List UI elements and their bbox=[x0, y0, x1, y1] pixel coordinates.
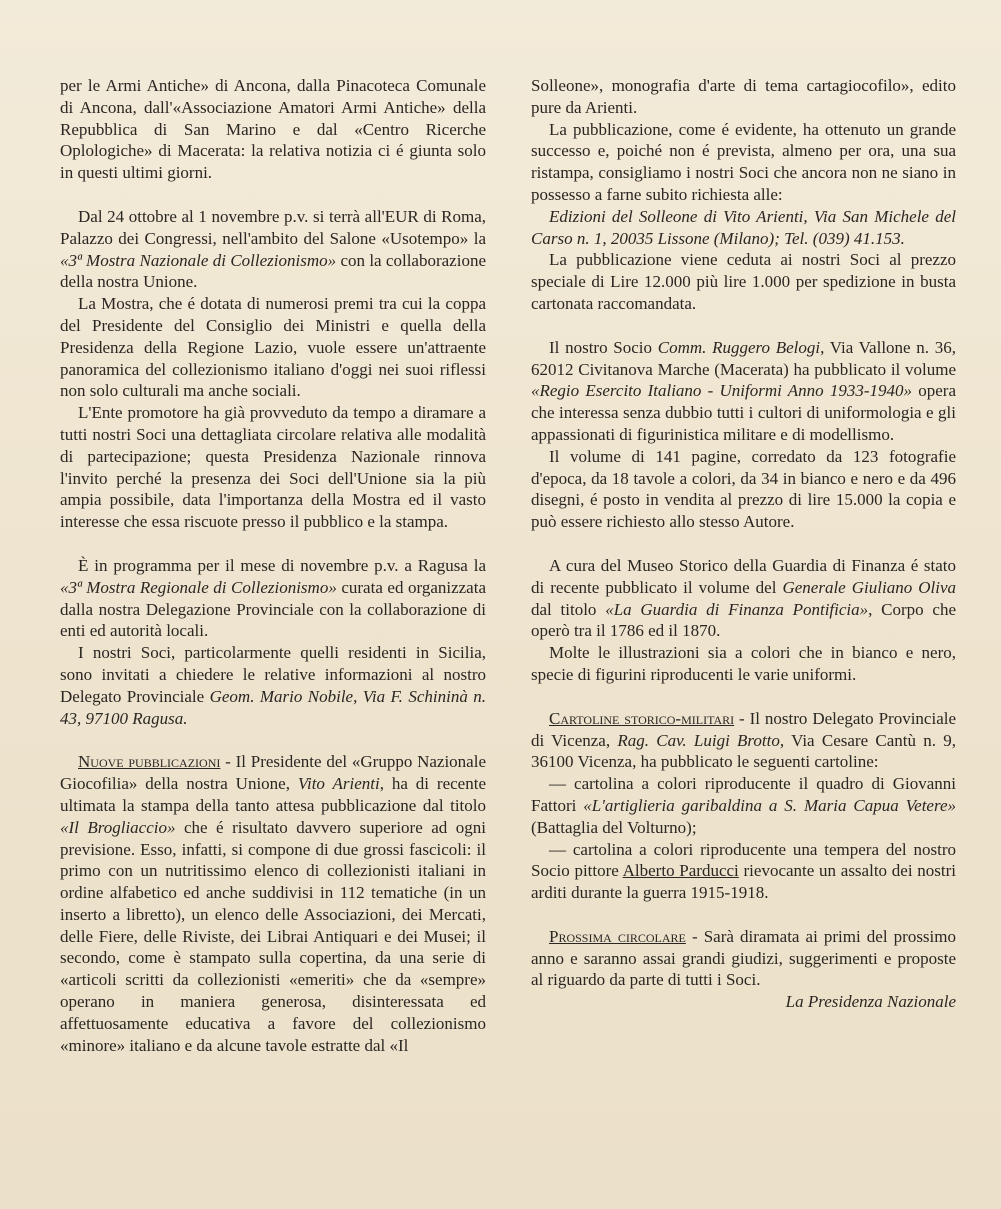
paragraph-guardia-finanza: A cura del Museo Storico della Guardia di Finanza é stato di recente pubblicato il volume del Generale Giuliano Oliva dal titolo «La Guardia di Finanza Pontificia», Corpo che operò tra il 1786 ed il 1870. bbox=[531, 555, 957, 641]
paragraph-belogi: Il nostro Socio Comm. Ruggero Belogi, Via Vallone n. 36, 62012 Civitanova Marche (Macerata) ha pubblicato il volume «Regio Esercito Italiano - Uniformi Anno 1933-1940» opera che interessa senza dubbio tutti i cultori di uniformologia e gli appassionati di figurinistica militare e di modellismo. bbox=[531, 337, 957, 444]
left-column bbox=[60, 75, 486, 1056]
paragraph-volume: Il volume di 141 pagine, corredato da 123 fotografie d'epoca, da 18 tavole a colori, da 34 in bianco e nero e da 496 disegni, é posto in vendita al prezzo di lire 15.000 la copia e può essere richiesto allo stesso Autore. bbox=[531, 446, 956, 532]
paragraph-armi-antiche: per le Armi Antiche» di Ancona, dalla Pinacoteca Comunale di Ancona, dall'«Associazione Amatori Armi Antiche» della Repubblica di San Marino e dal «Centro Ricerche Oplologiche» di Macerata: la relativa notizia ci é giunta solo in questi ultimi giorni. bbox=[60, 76, 486, 183]
list-item-cartolina-fattori: — cartolina a colori riproducente il quadro di Giovanni Fattori «L'artiglieria garibaldina a S. Maria Capua Vetere» (Battaglia del Volturno); bbox=[531, 774, 956, 837]
paragraph-prezzo: La pubblicazione viene ceduta ai nostri Soci al prezzo speciale di Lire 12.000 più lire 1.000 per spedizione in busta cartonata raccomandata. bbox=[531, 250, 956, 313]
paragraph-prossima-circolare: Prossima circolare - Sarà diramata ai primi del prossimo anno e saranno assai grandi giudizi, suggerimenti e proposte al riguardo da parte di tutti i Soci. bbox=[531, 926, 956, 990]
paragraph-mostra-regionale: È in programma per il mese di novembre p.v. a Ragusa la «3ª Mostra Regionale di Collezionismo» curata ed organizzata dalla nostra Delegazione Provinciale con la collaborazione di enti ed autorità locali. bbox=[60, 555, 486, 641]
paragraph-cartoline: Cartoline storico-militari - Il nostro Delegato Provinciale di Vicenza, Rag. Cav. Luigi Brotto, Via Cesare Cantù n. 9, 36100 Vicenza, ha pubblicato le seguenti cartoline: bbox=[531, 708, 957, 772]
paragraph-illustrazioni: Molte le illustrazioni sia a colori che in bianco e nero, specie di figurini riproducenti le varie uniformi. bbox=[531, 643, 956, 684]
paragraph-premi: La Mostra, che é dotata di numerosi premi tra cui la coppa del Presidente del Consiglio dei Ministri e quella della Presidenza della Regione Lazio, vuole essere un'attraente panoramica del collezionismo italiano d'oggi nei suoi riflessi non solo culturali ma anche sociali. bbox=[60, 294, 486, 401]
paragraph-nuove-pubblicazioni: Nuove pubblicazioni - Il Presidente del «Gruppo Nazionale Giocofilia» della nostra Unione, Vito Arienti, ha di recente ultimata la stampa della tanto attesa pubblicazione dal titolo «Il Brogliaccio» che é risultato davvero superiore ad ogni previsione. Esso, infatti, si compone di due grossi fascicoli: il primo con un nutritissimo elenco di collezionisti italiani in ordine alfabetico ed anche suddivisi in 112 tematiche (in un inserto a libretto), un elenco delle Associazioni, dei Mercati, delle Fiere, delle Riviste, dei Librai Antiquari e dei Musei; il secondo, come è stampato sulla copertina, da una serie di «articoli scritti da collezionisti «emeriti» che da «sempre» operano in maniera generosa, disinteressata ed affettuosamente educativa a favore del collezionismo «minore» italiano e da alcune tavole estratte dal «Il bbox=[60, 752, 487, 1055]
paragraph-successo: La pubblicazione, come é evidente, ha ottenuto un grande successo e, poiché non é prevista, almeno per ora, una sua ristampa, consigliamo i nostri Soci che ancora non ne siano in possesso a farne subito richiesta alle: bbox=[531, 119, 956, 204]
paragraph-ente-promotore: L'Ente promotore ha già provveduto da tempo a diramare a tutti nostri Soci una dettagliata circolare relativa alle modalità di partecipazione; questa Presidenza Nazionale rinnova l'invito perché la presenza dei Soci dell'Unione sia la più ampia possibile, data l'importanza della Mostra ed il vasto interesse che essa riscuote presso il pubblico e la stampa. bbox=[60, 403, 486, 532]
signature: La Presidenza Nazionale bbox=[785, 992, 956, 1012]
paragraph-indirizzo-edizioni: Edizioni del Solleone di Vito Arienti, Via San Michele del Carso n. 1, 20035 Lissone (Milano); Tel. (039) 41.153. bbox=[531, 206, 956, 248]
section-heading-prossima-circolare: Prossima circolare bbox=[549, 926, 686, 946]
paragraph-solleone: Solleone», monografia d'arte di tema cartagiocofilo», edito pure da Arienti. bbox=[531, 76, 956, 117]
section-heading-cartoline: Cartoline storico-militari bbox=[549, 708, 735, 728]
section-heading-nuove-pubblicazioni: Nuove pubblicazioni bbox=[78, 752, 221, 772]
paragraph-soci-sicilia: I nostri Soci, particolarmente quelli residenti in Sicilia, sono invitati a chiedere le relative informazioni al nostro Delegato Provinciale Geom. Mario Nobile, Via F. Schininà n. 43, 97100 Ragusa. bbox=[60, 643, 486, 728]
list-item-cartolina-parducci: — cartolina a colori riproducente una tempera del nostro Socio pittore Alberto Parducci rievocante un assalto dei nostri arditi durante la guerra 1915-1918. bbox=[531, 839, 956, 903]
right-column bbox=[531, 75, 956, 1013]
paragraph-mostra-nazionale: Dal 24 ottobre al 1 novembre p.v. si terrà all'EUR di Roma, Palazzo dei Congressi, nell'ambito del Salone «Usotempo» la «3ª Mostra Nazionale di Collezionismo» con la collaborazione della nostra Unione. bbox=[60, 206, 486, 292]
